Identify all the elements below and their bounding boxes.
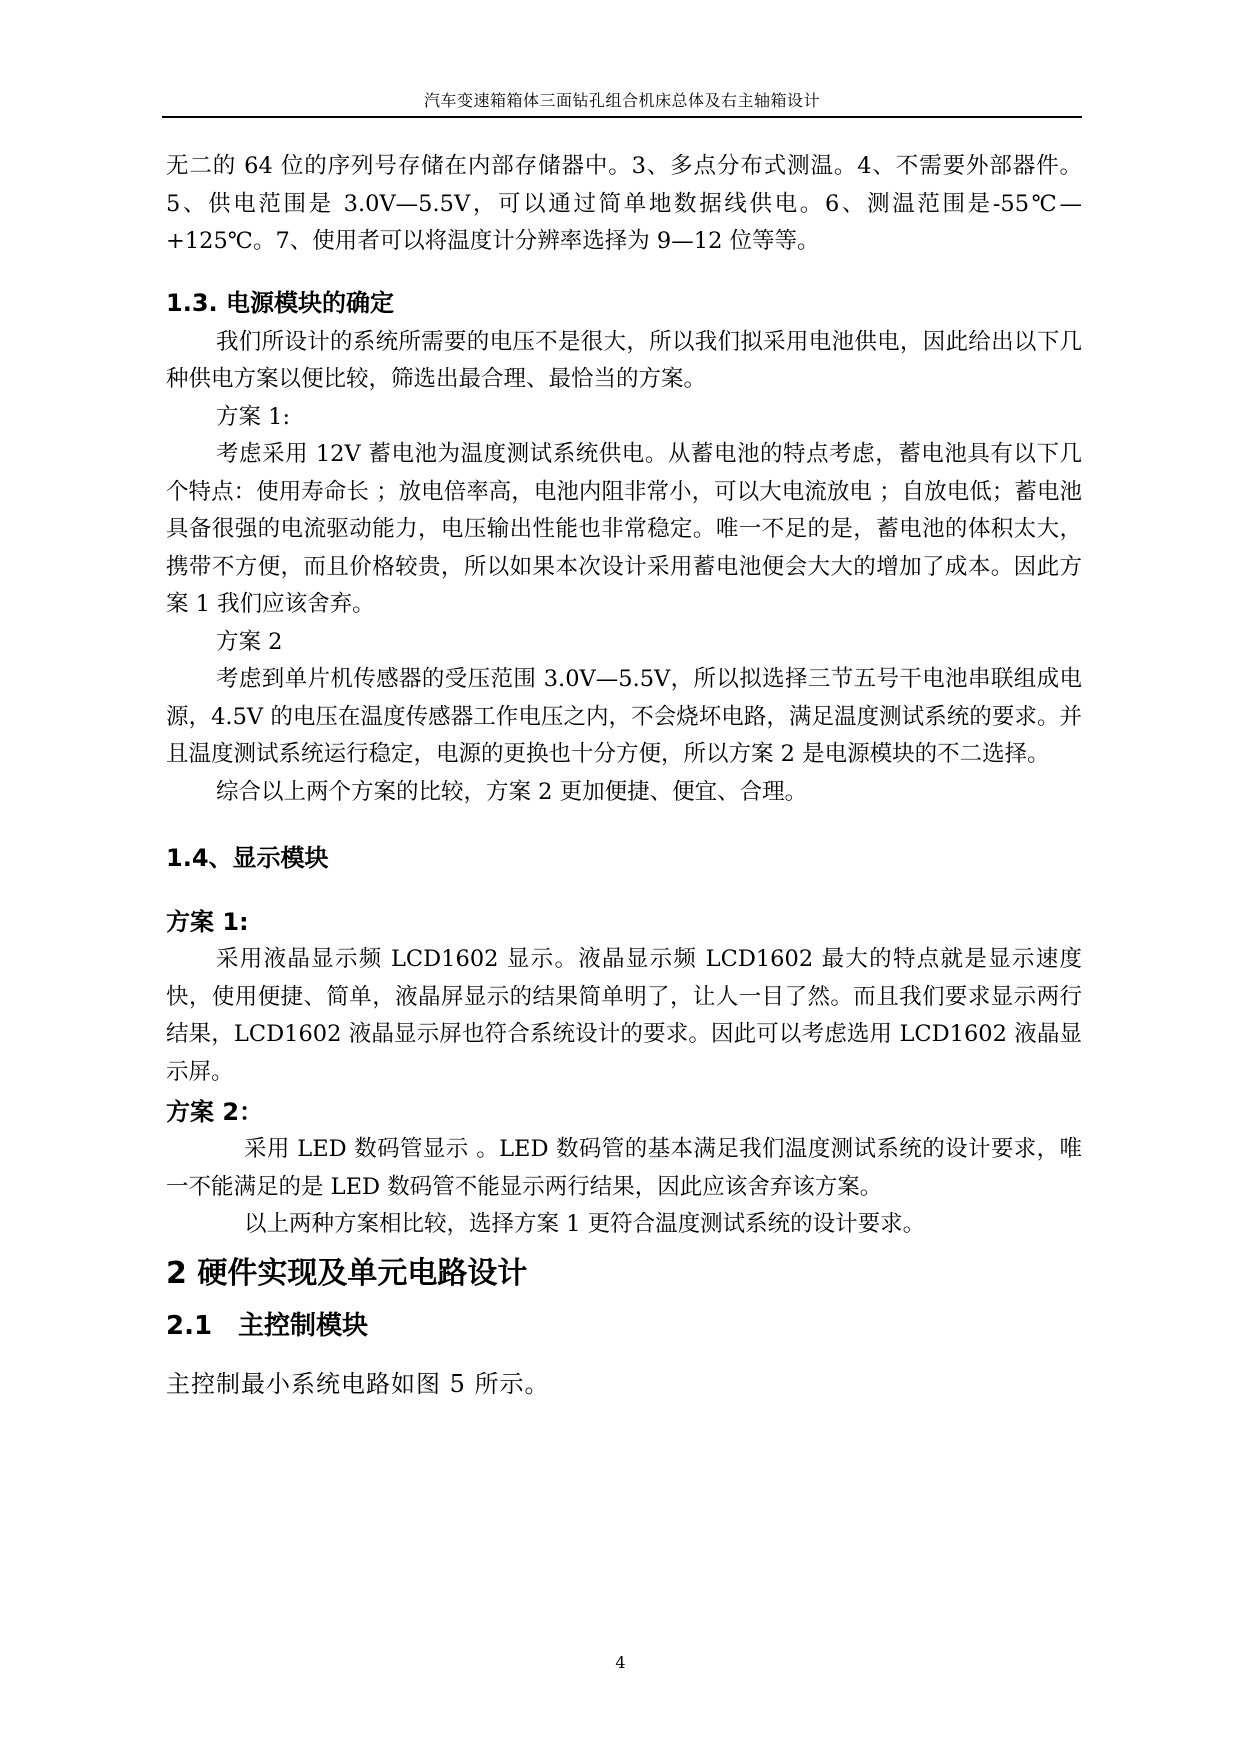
- page-number: 4: [615, 1653, 626, 1672]
- plan-1-text: 考虑采用 12V 蓄电池为温度测试系统供电。从蓄电池的特点考虑，蓄电池具有以下几个特点：使用寿命长 ；放电倍率高，电池内阻非常小，可以大电流放电 ；自放电低；蓄电池具备很强的电流驱动能力，电压输出性能也非常稳定。唯一不足的是，蓄电池的体积太大，携带不方便，而且价格较贵，所以如果本次设计采用蓄电池便会大大的增加了成本。因此方案 1 我们应该舍弃。: [166, 441, 1082, 617]
- section-2-1-text: 主控制最小系统电路如图 5 所示。: [166, 1369, 550, 1398]
- display-plan-2-heading: 方案 2：: [166, 1098, 264, 1126]
- page-body: [166, 148, 1082, 1402]
- display-plan-2-text: 采用 LED 数码管显示 。LED 数码管的基本满足我们温度测试系统的设计要求，唯一不能满足的是 LED 数码管不能显示两行结果，因此应该舍弃该方案。: [166, 1136, 1082, 1200]
- section-1-4-heading: 1.4、显示模块: [166, 844, 329, 872]
- plan-2-label: 方案 2: [216, 628, 283, 655]
- section-1-4-conclusion: 以上两种方案相比较，选择方案 1 更符合温度测试系统的设计要求。: [244, 1211, 926, 1237]
- section-1-3-conclusion: 综合以上两个方案的比较，方案 2 更加便捷、便宜、合理。: [216, 778, 808, 805]
- intro-paragraph: 无二的 64 位的序列号存储在内部存储器中。3、多点分布式测温。4、不需要外部器件。5、供电范围是 3.0V—5.5V，可以通过简单地数据线供电。6、测温范围是-55℃—+125℃。7、使用者可以将温度计分辨率选择为 9—12 位等等。: [166, 153, 1082, 254]
- display-plan-1-text: 采用液晶显示频 LCD1602 显示。液晶显示频 LCD1602 最大的特点就是显示速度快，使用便捷、简单，液晶屏显示的结果简单明了，让人一目了然。而且我们要求显示两行结果，LCD1602 液晶显示屏也符合系统设计的要求。因此可以考虑选用 LCD1602 液晶显示屏。: [166, 946, 1082, 1085]
- chapter-2-heading: 2 硬件实现及单元电路设计: [166, 1255, 528, 1291]
- section-1-3-paragraph: 我们所设计的系统所需要的电压不是很大，所以我们拟采用电池供电，因此给出以下几种供电方案以便比较，筛选出最合理、最恰当的方案。: [166, 328, 1082, 392]
- plan-1-label: 方案 1:: [216, 403, 291, 430]
- display-plan-1-heading: 方案 1:: [166, 908, 249, 936]
- running-header: 汽车变速箱箱体三面钻孔组合机床总体及右主轴箱设计: [423, 91, 820, 110]
- plan-2-text: 考虑到单片机传感器的受压范围 3.0V—5.5V，所以拟选择三节五号干电池串联组成电源，4.5V 的电压在温度传感器工作电压之内，不会烧坏电路，满足温度测试系统的要求。并且温度测试系统运行稳定，电源的更换也十分方便，所以方案 2 是电源模块的不二选择。: [166, 666, 1082, 767]
- header-rule: [162, 116, 1082, 118]
- section-2-1-heading: 2.1 主控制模块: [166, 1310, 369, 1341]
- section-1-3-heading: 1.3. 电源模块的确定: [166, 288, 394, 317]
